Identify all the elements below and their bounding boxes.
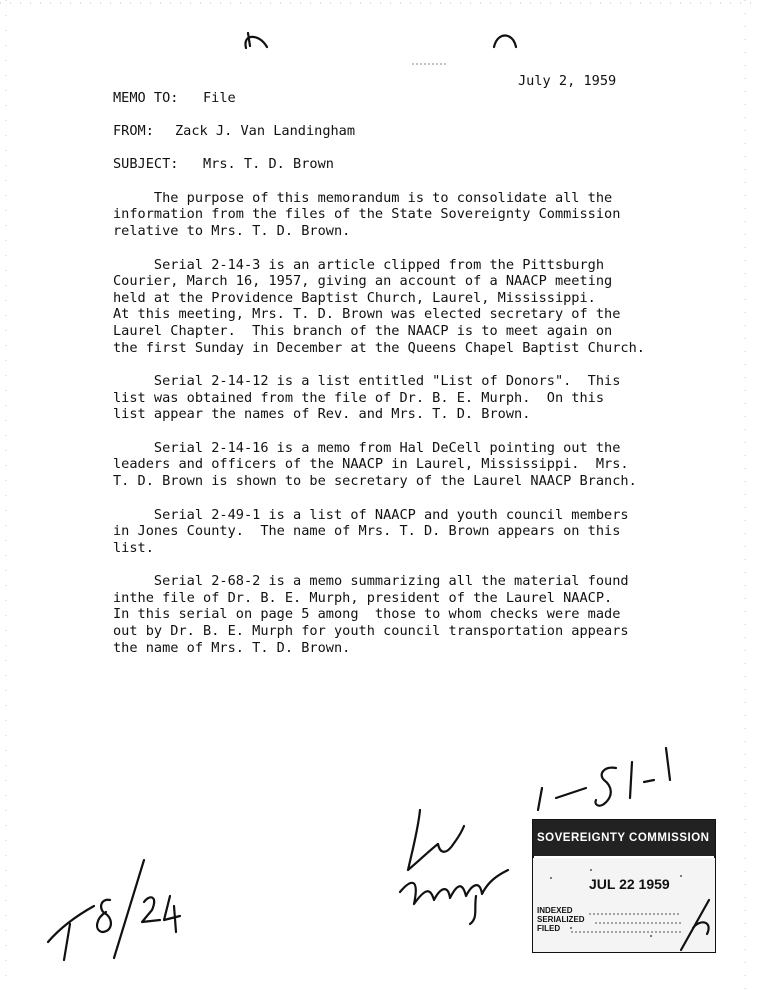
memo-to-value: File <box>203 90 236 106</box>
commission-stamp <box>531 818 717 954</box>
stamp-field-filed: FILED <box>537 924 561 933</box>
from-value: Zack J. Van Landingham <box>175 123 356 139</box>
text-line: list appear the names of Rev. and Mrs. T. D. Brown. <box>113 406 531 422</box>
punch-mark-left <box>238 28 278 53</box>
stamp-date: JUL 22 1959 <box>589 876 670 892</box>
stamp-field-serialized: SERIALIZED <box>537 915 585 924</box>
text-line: relative to Mrs. T. D. Brown. <box>113 223 351 239</box>
from-label: FROM: <box>113 123 154 139</box>
text-line: leaders and officers of the NAACP in Laurel, Mississippi. Mrs. <box>113 456 629 472</box>
stamp-header: SOVEREIGNTY COMMISSION <box>537 832 710 844</box>
text-line: Serial 2-14-3 is an article clipped from the Pittsburgh <box>113 257 605 273</box>
text-line: inthe file of Dr. B. E. Murph, president of the Laurel NAACP. <box>113 590 613 606</box>
subject-value: Mrs. T. D. Brown <box>203 156 334 172</box>
text-line: list was obtained from the file of Dr. B. E. Murph. On this <box>113 390 605 406</box>
text-line: information from the files of the State Sovereignty Commission <box>113 206 621 222</box>
handwritten-file-number <box>528 740 688 820</box>
text-line: In this serial on page 5 among those to whom checks were made <box>113 606 621 622</box>
text-line: At this meeting, Mrs. T. D. Brown was elected secretary of the <box>113 306 621 322</box>
memo-date: July 2, 1959 <box>518 73 617 89</box>
text-line: the name of Mrs. T. D. Brown. <box>113 640 351 656</box>
stamp-field-indexed: INDEXED <box>537 906 573 915</box>
text-line: in Jones County. The name of Mrs. T. D. Brown appears on this <box>113 523 621 539</box>
text-line: Courier, March 16, 1957, giving an account of a NAACP meeting <box>113 273 613 289</box>
memo-to-label: MEMO TO: <box>113 90 179 106</box>
text-line: out by Dr. B. E. Murph for youth council transportation appears <box>113 623 629 639</box>
subject-label: SUBJECT: <box>113 156 179 172</box>
text-line: Serial 2-49-1 is a list of NAACP and youth council members <box>113 507 629 523</box>
text-line: the first Sunday in December at the Queens Chapel Baptist Church. <box>113 340 645 356</box>
text-line: Laurel Chapter. This branch of the NAACP is to meet again on <box>113 323 613 339</box>
text-line: T. D. Brown is shown to be secretary of the Laurel NAACP Branch. <box>113 473 637 489</box>
text-line: The purpose of this memorandum is to consolidate all the <box>113 190 613 206</box>
text-line: Serial 2-14-16 is a memo from Hal DeCell pointing out the <box>113 440 621 456</box>
text-line: Serial 2-14-12 is a list entitled "List of Donors". This <box>113 373 621 389</box>
text-line: held at the Providence Baptist Church, Laurel, Mississippi. <box>113 290 596 306</box>
signature <box>390 800 530 940</box>
handwritten-initials-date <box>40 850 190 970</box>
text-line: list. <box>113 540 154 556</box>
text-line: Serial 2-68-2 is a memo summarizing all the material found <box>113 573 629 589</box>
punch-mark-right <box>488 28 528 53</box>
